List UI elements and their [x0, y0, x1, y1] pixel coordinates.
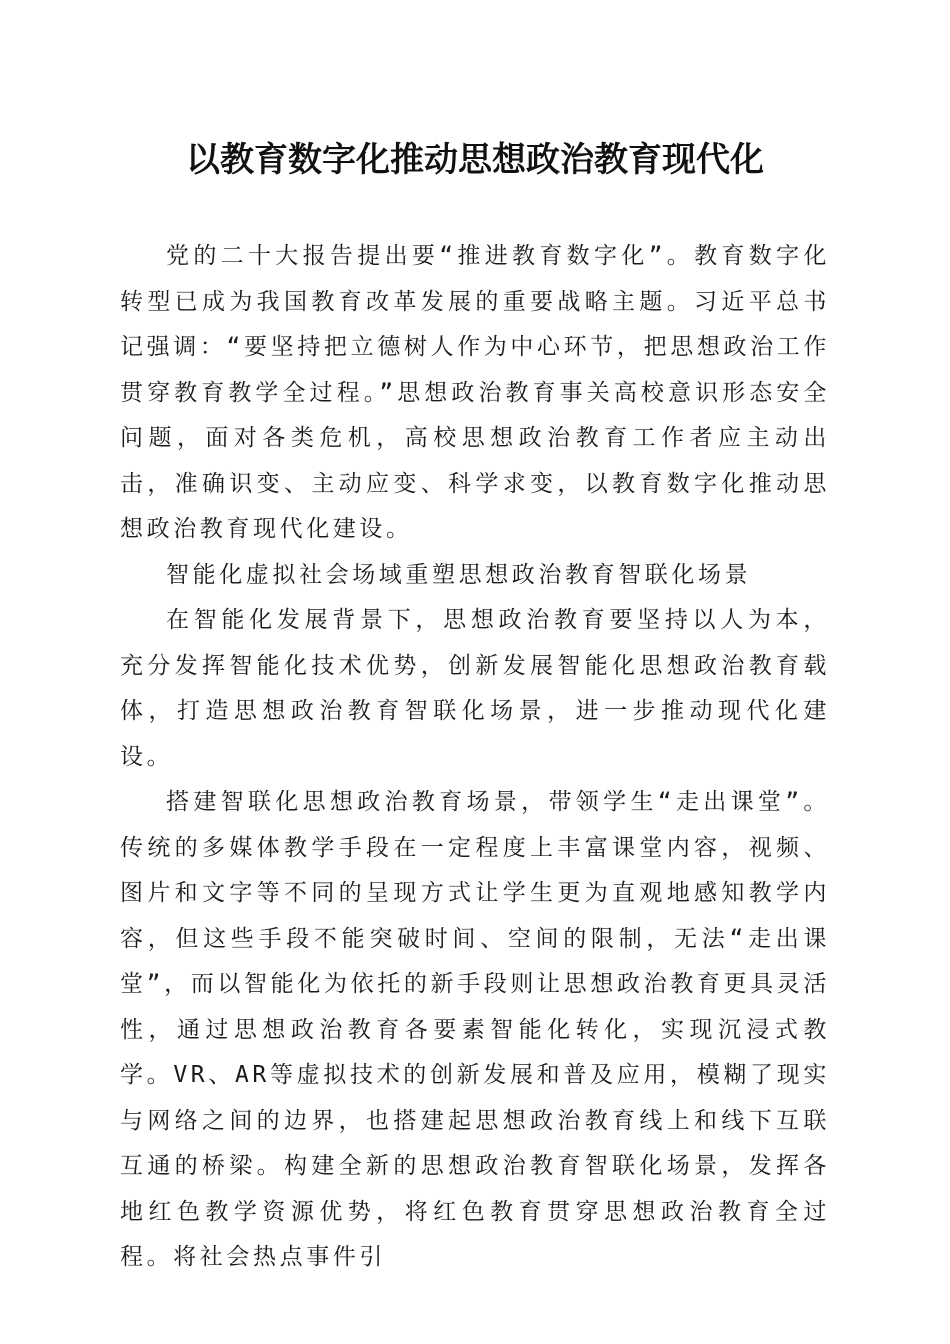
document-body: [120, 234, 830, 1281]
paragraph-background: 在智能化发展背景下，思想政治教育要坚持以人为本，充分发挥智能化技术优势，创新发展智能化思想政治教育载体，打造思想政治教育智联化场景，进一步推动现代化建设。: [120, 607, 830, 770]
section-heading: 智能化虚拟社会场域重塑思想政治教育智联化场景: [166, 561, 752, 588]
paragraph-scene: 搭建智联化思想政治教育场景，带领学生“走出课堂”。传统的多媒体教学手段在一定程度上丰富课堂内容，视频、图片和文字等不同的呈现方式让学生更为直观地感知教学内容，但这些手段不能突破时间、空间的限制，无法“走出课堂”，而以智能化为依托的新手段则让思想政治教育更具灵活性，通过思想政治教育各要素智能化转化，实现沉浸式教学。VR、AR等虚拟技术的创新发展和普及应用，模糊了现实与网络之间的边界，也搭建起思想政治教育线上和线下互联互通的桥梁。构建全新的思想政治教育智联化场景，发挥各地红色教学资源优势，将红色教育贯穿思想政治教育全过程。将社会热点事件引: [120, 789, 831, 1270]
paragraph-intro: 党的二十大报告提出要“推进教育数字化”。教育数字化转型已成为我国教育改革发展的重要战略主题。习近平总书记强调：“要坚持把立德树人作为中心环节，把思想政治工作贯穿教育教学全过程。”思想政治教育事关高校意识形态安全问题，面对各类危机，高校思想政治教育工作者应主动出击，准确识变、主动应变、科学求变，以教育数字化推动思想政治教育现代化建设。: [120, 243, 830, 542]
document-title: 以教育数字化推动思想政治教育现代化: [186, 140, 764, 180]
